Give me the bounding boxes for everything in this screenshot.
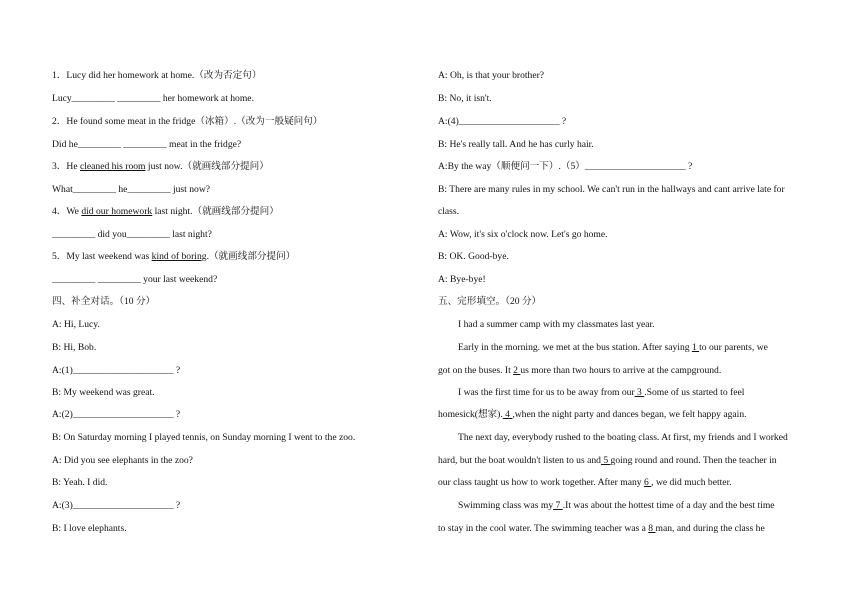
answer-line-3-text[interactable]: What_________ he_________ just now? bbox=[52, 184, 211, 195]
passage-text: man, and during the class he bbox=[655, 523, 765, 534]
dialog-line bbox=[438, 251, 509, 263]
dialog-line-text: B: Hi, Bob. bbox=[52, 342, 97, 353]
passage-text: .It was about the hottest time of a day and the best time bbox=[562, 500, 775, 511]
dialog-line bbox=[52, 477, 107, 489]
question-3 bbox=[52, 161, 269, 173]
passage-text: going round and round. Then the teacher in bbox=[610, 455, 777, 466]
passage-line bbox=[438, 409, 747, 421]
question-4-prefix: 4．We bbox=[52, 206, 82, 217]
dialog-blank-5-text[interactable]: A:By the way（顺便问一下）.（5）_____________________ ? bbox=[438, 161, 693, 172]
dialog-line-text: B: My weekend was great. bbox=[52, 387, 155, 398]
passage-line bbox=[458, 342, 768, 354]
passage-line bbox=[458, 500, 775, 512]
question-3-underlined: cleaned his room bbox=[79, 161, 146, 172]
question-1 bbox=[52, 70, 261, 82]
question-2 bbox=[52, 116, 322, 128]
cloze-blank-5[interactable]: 5 bbox=[600, 455, 611, 466]
dialog-line bbox=[52, 342, 96, 354]
passage-text: homesick(想家). bbox=[438, 409, 503, 420]
section-5-heading bbox=[438, 296, 541, 308]
question-4 bbox=[52, 206, 279, 218]
answer-line-4 bbox=[52, 229, 212, 241]
passage-text: hard, but the boat wouldn't listen to us and bbox=[438, 455, 601, 466]
dialog-line bbox=[438, 93, 492, 105]
dialog-line bbox=[438, 229, 608, 241]
dialog-line-text: class. bbox=[438, 206, 460, 217]
dialog-blank-4 bbox=[438, 116, 566, 128]
dialog-line-text: B: Yeah. I did. bbox=[52, 477, 108, 488]
section-4-heading bbox=[52, 296, 155, 308]
cloze-blank-8[interactable]: 8 bbox=[648, 523, 656, 534]
dialog-blank-2 bbox=[52, 409, 180, 421]
passage-line bbox=[458, 432, 788, 444]
dialog-blank-3 bbox=[52, 500, 180, 512]
dialog-line-text: A: Wow, it's six o'clock now. Let's go home. bbox=[438, 229, 608, 240]
section-4-heading-text: 四、补全对话。（10 分） bbox=[52, 296, 156, 307]
question-5-suffix: .（就画线部分提问） bbox=[206, 251, 296, 262]
question-3-prefix: 3．He bbox=[52, 161, 80, 172]
passage-line bbox=[438, 365, 721, 377]
dialog-line bbox=[438, 274, 486, 286]
question-5-underlined: kind of boring bbox=[151, 251, 207, 262]
dialog-blank-5 bbox=[438, 161, 692, 173]
passage-text: got on the buses. It bbox=[438, 365, 514, 376]
passage-text: .Some of us started to feel bbox=[644, 387, 745, 398]
dialog-line bbox=[438, 70, 544, 82]
section-5-heading-text: 五、完形填空。（20 分） bbox=[438, 296, 542, 307]
dialog-line bbox=[52, 455, 193, 467]
dialog-line bbox=[52, 523, 127, 535]
answer-line-4-text[interactable]: _________ did you_________ last night? bbox=[52, 229, 212, 240]
question-2-text: 2．He found some meat in the fridge（冰箱）.（改为一般疑问句） bbox=[52, 116, 323, 127]
cloze-blank-6[interactable]: 6 bbox=[643, 477, 652, 488]
dialog-blank-1 bbox=[52, 365, 180, 377]
passage-text: to our parents, we bbox=[699, 342, 768, 353]
passage-line-text: I had a summer camp with my classmates last year. bbox=[458, 319, 655, 330]
passage-text: , we did much better. bbox=[651, 477, 732, 488]
passage-text: Early in the morning. we met at the bus station. After saying bbox=[458, 342, 692, 353]
dialog-line-text: B: OK. Good-bye. bbox=[438, 251, 509, 262]
passage-line bbox=[458, 319, 655, 331]
answer-line-2-text[interactable]: Did he_________ _________ meat in the fridge? bbox=[52, 139, 242, 150]
answer-line-5 bbox=[52, 274, 217, 286]
cloze-blank-2[interactable]: 2 bbox=[513, 365, 521, 376]
dialog-line-text: A: Hi, Lucy. bbox=[52, 319, 100, 330]
passage-text: Swimming class was my bbox=[458, 500, 554, 511]
passage-line bbox=[438, 455, 777, 467]
passage-text: I was the first time for us to be away from our bbox=[458, 387, 635, 398]
dialog-line-text: B: There are many rules in my school. We can't run in the hallways and cant arrive late for bbox=[438, 184, 785, 195]
passage-line bbox=[438, 523, 765, 535]
dialog-blank-1-text[interactable]: A:(1)_____________________ ? bbox=[52, 365, 181, 376]
passage-line bbox=[458, 387, 744, 399]
dialog-line bbox=[438, 184, 785, 196]
dialog-blank-3-text[interactable]: A:(3)_____________________ ? bbox=[52, 500, 181, 511]
dialog-blank-2-text[interactable]: A:(2)_____________________ ? bbox=[52, 409, 181, 420]
dialog-line bbox=[52, 319, 100, 331]
dialog-line-text: B: No, it isn't. bbox=[438, 93, 492, 104]
question-4-suffix: last night.（就画线部分提问） bbox=[152, 206, 279, 217]
cloze-blank-4[interactable]: 4 bbox=[502, 409, 513, 420]
question-3-suffix: just now.（就画线部分提问） bbox=[145, 161, 269, 172]
dialog-blank-4-text[interactable]: A:(4)_____________________ ? bbox=[438, 116, 567, 127]
answer-line-2 bbox=[52, 139, 241, 151]
answer-line-1-text[interactable]: Lucy_________ _________ her homework at home. bbox=[52, 93, 254, 104]
dialog-line-text: B: He's really tall. And he has curly hair. bbox=[438, 139, 594, 150]
dialog-line-text: A: Oh, is that your brother? bbox=[438, 70, 545, 81]
question-1-text: 1．Lucy did her homework at home.（改为否定句） bbox=[52, 70, 262, 81]
question-5-prefix: 5．My last weekend was bbox=[52, 251, 152, 262]
passage-text: our class taught us how to work together. After many bbox=[438, 477, 644, 488]
dialog-line-text: A: Bye-bye! bbox=[438, 274, 486, 285]
cloze-blank-3[interactable]: 3 bbox=[634, 387, 645, 398]
answer-line-3 bbox=[52, 184, 210, 196]
question-5 bbox=[52, 251, 295, 263]
dialog-line bbox=[438, 139, 594, 151]
dialog-line bbox=[52, 387, 155, 399]
dialog-line-text: B: I love elephants. bbox=[52, 523, 127, 534]
passage-line bbox=[438, 477, 732, 489]
passage-text: ,when the night party and dances began, we felt happy again. bbox=[512, 409, 747, 420]
answer-line-5-text[interactable]: _________ _________ your last weekend? bbox=[52, 274, 218, 285]
dialog-line bbox=[52, 432, 355, 444]
passage-line-text: The next day, everybody rushed to the boating class. At first, my friends and I worked bbox=[458, 432, 788, 443]
cloze-blank-7[interactable]: 7 bbox=[553, 500, 563, 511]
question-4-underlined: did our homework bbox=[81, 206, 153, 217]
passage-text: us more than two hours to arrive at the campground. bbox=[520, 365, 722, 376]
dialog-line bbox=[438, 206, 459, 218]
dialog-line-text: B: On Saturday morning I played tennis, on Sunday morning I went to the zoo. bbox=[52, 432, 356, 443]
answer-line-1 bbox=[52, 93, 254, 105]
dialog-line-text: A: Did you see elephants in the zoo? bbox=[52, 455, 193, 466]
cloze-blank-1[interactable]: 1 bbox=[691, 342, 700, 353]
passage-text: to stay in the cool water. The swimming teacher was a bbox=[438, 523, 649, 534]
